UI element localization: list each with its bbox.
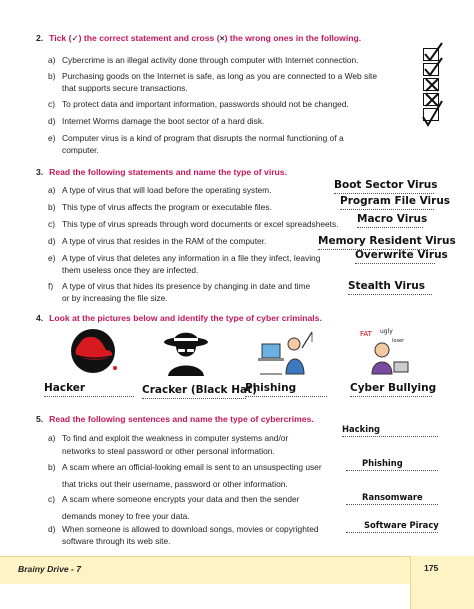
item-text: To find and exploit the weakness in computer systems and/or bbox=[62, 433, 289, 443]
answer-line bbox=[346, 532, 438, 533]
q3-item-a bbox=[48, 185, 272, 197]
item-text: This type of virus spreads through word documents or excel spreadsheets. bbox=[62, 219, 339, 229]
q4-answer-hacker: Hacker bbox=[44, 382, 86, 394]
q3-number: 3. bbox=[36, 167, 44, 177]
svg-text:FAT: FAT bbox=[360, 330, 372, 338]
q4-answer-cracker: Cracker (Black Hat) bbox=[142, 384, 257, 396]
item-text: A type of virus that resides in the RAM of the computer. bbox=[62, 236, 267, 246]
item-text: Purchasing goods on the Internet is safe, as long as you are connected to a Web site bbox=[62, 71, 378, 81]
q5-item-d bbox=[48, 523, 319, 547]
item-letter: d) bbox=[48, 236, 56, 246]
q3-heading bbox=[36, 167, 287, 177]
answer-line bbox=[142, 398, 246, 399]
q4-answer-cyber-bullying: Cyber Bullying bbox=[350, 382, 437, 394]
tick-icon: ✓ bbox=[71, 33, 79, 43]
q2-item-d bbox=[48, 116, 264, 128]
q3-item-e bbox=[48, 253, 320, 276]
answer-line bbox=[334, 193, 434, 194]
item-letter: a) bbox=[48, 55, 56, 65]
q2-item-c bbox=[48, 99, 349, 111]
item-text-cont: software through its web site. bbox=[62, 536, 171, 546]
item-text-cont: networks to steal password or other personal information. bbox=[62, 446, 275, 456]
q5-number: 5. bbox=[36, 414, 44, 424]
answer-line bbox=[355, 263, 435, 264]
item-text: A type of virus that will load before the operating system. bbox=[62, 185, 272, 195]
q4-answer-phishing: Phishing bbox=[245, 382, 297, 394]
q2-number: 2. bbox=[36, 33, 44, 43]
phishing-illustration bbox=[258, 330, 314, 376]
q2-heading bbox=[36, 33, 361, 44]
item-text: Computer virus is a kind of program that disrupts the normal functioning of a bbox=[62, 133, 344, 143]
q2-item-a bbox=[48, 55, 359, 67]
item-text: A type of virus that hides its presence by changing in date and time bbox=[62, 281, 311, 291]
answer-line bbox=[245, 396, 327, 397]
answer-line bbox=[357, 227, 423, 228]
item-text: Internet Worms damage the boot sector of a hard disk. bbox=[62, 116, 265, 126]
footer-corner bbox=[410, 556, 474, 609]
item-letter: a) bbox=[48, 433, 56, 443]
q4-heading-text: Look at the pictures below and identify the type of cyber criminals. bbox=[49, 313, 322, 323]
item-letter: d) bbox=[48, 116, 56, 126]
item-text: When someone is allowed to download songs, movies or copyrighted bbox=[62, 524, 319, 534]
answer-line bbox=[340, 209, 434, 210]
red-hat-icon bbox=[66, 328, 120, 374]
q5-item-a bbox=[48, 432, 288, 458]
answer-line bbox=[44, 396, 134, 397]
q5-answer-b: Phishing bbox=[362, 458, 403, 468]
page-number: 175 bbox=[424, 563, 439, 573]
q3-answer-a: Boot Sector Virus bbox=[334, 179, 438, 191]
item-text: A scam where someone encrypts your data and then the sender bbox=[62, 494, 300, 504]
q3-item-b bbox=[48, 202, 272, 214]
item-text-cont: that supports secure transactions. bbox=[62, 82, 188, 93]
item-text: A scam where an official-looking email is sent to an unsuspecting user bbox=[62, 462, 322, 472]
q2-item-e bbox=[48, 133, 398, 156]
svg-text:ugly: ugly bbox=[380, 328, 393, 335]
q5-answer-c: Ransomware bbox=[362, 492, 423, 502]
item-text: This type of virus affects the program or executable files. bbox=[62, 202, 272, 212]
item-text-cont: them useless once they are infected. bbox=[62, 264, 199, 275]
item-letter: f) bbox=[48, 281, 54, 291]
item-text-cont: computer. bbox=[62, 144, 99, 155]
item-letter: e) bbox=[48, 133, 56, 143]
item-text-cont: that tricks out their username, password or other information. bbox=[62, 479, 288, 489]
q3-answer-f: Stealth Virus bbox=[348, 280, 425, 292]
q5-heading bbox=[36, 414, 314, 424]
q3-answer-c: Macro Virus bbox=[357, 213, 428, 225]
q5-heading-text: Read the following sentences and name the type of cybercrimes. bbox=[49, 414, 314, 424]
item-text-cont: demands money to free your data. bbox=[62, 511, 190, 521]
q4-number: 4. bbox=[36, 313, 44, 323]
item-text: To protect data and important information, passwords should not be changed. bbox=[62, 99, 349, 109]
q2-heading-part: Tick ( bbox=[49, 33, 72, 43]
q3-answer-e: Overwrite Virus bbox=[355, 249, 448, 261]
item-text: Cybercrime is an illegal activity done through computer with Internet connection. bbox=[62, 55, 359, 65]
q3-item-f bbox=[48, 281, 310, 304]
q3-item-c bbox=[48, 219, 339, 231]
item-letter: e) bbox=[48, 253, 56, 263]
answer-line bbox=[350, 396, 432, 397]
svg-text:loser: loser bbox=[392, 338, 405, 344]
item-letter: c) bbox=[48, 99, 55, 109]
q4-heading bbox=[36, 313, 322, 323]
black-hat-icon bbox=[162, 326, 210, 376]
item-letter: b) bbox=[48, 71, 56, 81]
item-text: A type of virus that deletes any information in a file they infect, leaving bbox=[62, 253, 321, 263]
item-letter: b) bbox=[48, 462, 56, 472]
answer-line bbox=[346, 470, 438, 471]
q2-answer-boxes bbox=[423, 48, 445, 123]
footer-divider bbox=[410, 556, 411, 609]
q3-answer-b: Program File Virus bbox=[340, 195, 451, 207]
q2-heading-part: ) the wrong ones in the following. bbox=[224, 33, 362, 43]
q5-answer-a: Hacking bbox=[342, 424, 381, 434]
book-title: Brainy Drive - 7 bbox=[18, 564, 82, 574]
q2-item-b bbox=[48, 71, 377, 94]
q5-item-c bbox=[48, 491, 299, 525]
answer-line bbox=[342, 436, 438, 437]
answer-line bbox=[348, 294, 432, 295]
item-text-cont: or by increasing the file size. bbox=[62, 292, 168, 303]
item-letter: a) bbox=[48, 185, 56, 195]
tick-icon bbox=[422, 103, 444, 127]
item-letter: c) bbox=[48, 494, 55, 504]
answer-box-tick[interactable] bbox=[423, 108, 439, 121]
q2-heading-part: ) the correct statement and cross ( bbox=[78, 33, 220, 43]
q5-item-b bbox=[48, 459, 322, 493]
q5-answer-d: Software Piracy bbox=[364, 520, 439, 530]
q3-answer-d: Memory Resident Virus bbox=[318, 235, 456, 247]
item-letter: d) bbox=[48, 524, 56, 534]
cyber-bullying-illustration bbox=[358, 326, 412, 378]
q3-item-d bbox=[48, 236, 266, 248]
item-letter: b) bbox=[48, 202, 56, 212]
q3-heading-text: Read the following statements and name the type of virus. bbox=[49, 167, 287, 177]
cross-icon: × bbox=[219, 33, 225, 43]
item-letter: c) bbox=[48, 219, 55, 229]
answer-line bbox=[346, 504, 438, 505]
